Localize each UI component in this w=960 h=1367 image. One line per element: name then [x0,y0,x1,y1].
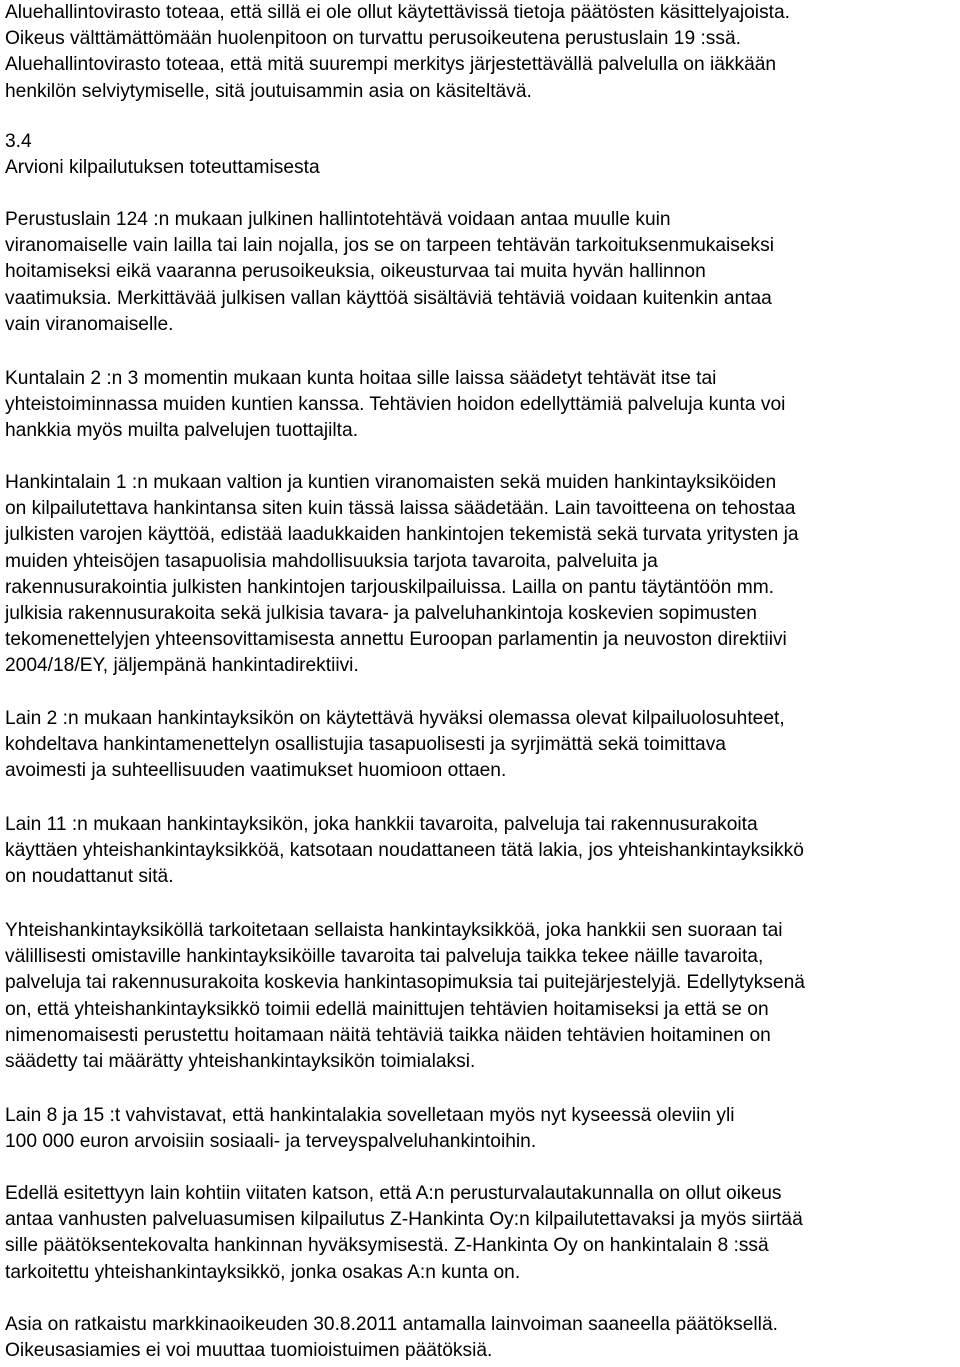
text-line: julkisten varojen käyttöä, edistää laadukkaiden hankintojen tekemistä sekä turvata yritysten ja [5,524,799,546]
text-line: palveluja tai rakennusurakoita koskevia hankintasopimuksia tai puitejärjestelyjä. Edellytyksenä [5,972,805,994]
text-line: Asia on ratkaistu markkinaoikeuden 30.8.2011 antamalla lainvoiman saaneella päätöksellä. [5,1314,778,1335]
text-line: tarkoitettu yhteishankintayksikkö, jonka osakas A:n kunta on. [5,1261,521,1283]
text-line: antaa vanhusten palveluasumisen kilpailutus Z-Hankinta Oy:n kilpailutettavaksi ja myös siirtää [5,1209,803,1231]
text-line: vain viranomaiselle. [5,313,174,335]
text-line: hankkia myös muilta palvelujen tuottajilta. [5,420,359,442]
text-line: Oikeusasiamies ei voi muuttaa tuomioistuimen päätöksiä. [5,1340,493,1362]
text-line: Kuntalain 2 :n 3 momentin mukaan kunta hoitaa sille laissa säädetyt tehtävät itse tai [5,368,717,389]
text-line: on noudattanut sitä. [5,866,174,888]
text-line: Yhteishankintayksiköllä tarkoitetaan sellaista hankintayksikköä, joka hankkii sen suoraan tai [5,920,783,941]
text-line: nimenomaisesti perustettu hoitamaan näitä tehtäviä taikka näiden tehtävien hoitaminen on [5,1024,771,1046]
paragraph-perustuslaki [5,207,774,338]
text-line: Aluehallintovirasto toteaa, että mitä suurempi merkitys järjestettävällä palvelulla on iäkkään [5,54,777,76]
text-line: Edellä esitettyyn lain kohtiin viitaten katson, että A:n perusturvalautakunnalla on ollut oikeus [5,1183,782,1204]
section-title-text: Arvioni kilpailutuksen toteuttamisesta [5,157,320,178]
paragraph-lain-2 [5,706,785,785]
section-number [5,129,32,155]
text-line: on, että yhteishankintayksikkö toimii edellä mainittujen tehtävien hoitamiseksi ja että se on [5,998,769,1020]
text-line: Lain 2 :n mukaan hankintayksikön on käytettävä hyväksi olemassa olevat kilpailuolosuhteet, [5,708,785,729]
text-line: hoitamiseksi eikä vaaranna perusoikeuksia, oikeusturvaa tai muita hyvän hallinnon [5,261,706,283]
paragraph-yhteishankinta [5,918,805,1075]
text-line: rakennusurakointia julkisten hankintojen tarjouskilpailuissa. Lailla on pantu täytäntöön mm. [5,576,775,598]
text-line: 2004/18/EY, jäljempänä hankintadirektiivi. [5,655,359,677]
paragraph-lain-11 [5,812,804,891]
text-line: henkilön selviytymiselle, sitä joutuisammin asia on käsiteltävä. [5,80,532,102]
text-line: tekomenettelyjen yhteensovittamisesta annettu Euroopan parlamentin ja neuvoston direktiivi [5,629,787,651]
paragraph-katson [5,1181,803,1286]
text-line: Lain 8 ja 15 :t vahvistavat, että hankintalakia sovelletaan myös nyt kyseessä oleviin yli [5,1105,735,1126]
text-line: Oikeus välttämättömään huolenpitoon on turvattu perusoikeutena perustuslain 19 :ssä. [5,28,741,50]
text-line: vaatimuksia. Merkittävää julkisen vallan käyttöä sisältäviä tehtäviä voidaan kuitenkin antaa [5,287,772,309]
text-line: yhteistoiminnassa muiden kuntien kanssa. Tehtävien hoidon edellyttämiä palveluja kunta voi [5,394,786,416]
section-title [5,155,320,181]
text-line: Aluehallintovirasto toteaa, että sillä ei ole ollut käytettävissä tietoja päätösten käsittelyajoista. [5,2,791,23]
paragraph-hankintalaki [5,470,799,680]
text-line: on kilpailutettava hankintansa siten kuin tässä laissa säädetään. Lain tavoitteena on tehostaa [5,498,796,520]
paragraph-lain-8-ja-15 [5,1103,735,1155]
paragraph-markkinaoikeus [5,1312,778,1364]
text-line: Hankintalain 1 :n mukaan valtion ja kuntien viranomaisten sekä muiden hankintayksiköiden [5,472,777,493]
text-line: käyttäen yhteishankintayksikköä, katsotaan noudattaneen tätä lakia, jos yhteishankintayksikkö [5,840,804,862]
text-line: avoimesti ja suhteellisuuden vaatimukset huomioon ottaen. [5,760,507,782]
text-line: Perustuslain 124 :n mukaan julkinen hallintotehtävä voidaan antaa muulle kuin [5,209,671,230]
section-number-text: 3.4 [5,131,32,152]
paragraph-kuntalaki [5,366,785,445]
text-line: Lain 11 :n mukaan hankintayksikön, joka hankkii tavaroita, palveluja tai rakennusurakoita [5,814,758,835]
text-line: 100 000 euron arvoisiin sosiaali- ja terveyspalveluhankintoihin. [5,1131,537,1153]
text-line: viranomaiselle vain lailla tai lain nojalla, jos se on tarpeen tehtävän tarkoituksenmukaiseksi [5,235,774,257]
text-line: välillisesti omistaville hankintayksiköille tavaroita tai palveluja taikka tekee näille tavaroita, [5,946,764,968]
text-line: julkisia rakennusurakoita sekä julkisia tavara- ja palveluhankintoja koskevien sopimusten [5,602,757,624]
text-line: sille päätöksentekovalta hankinnan hyväksymisestä. Z-Hankinta Oy on hankintalain 8 :ssä [5,1235,769,1257]
paragraph-intro [5,0,790,105]
text-line: kohdeltava hankintamenettelyn osallistujia tasapuolisesti ja syrjimättä sekä toimittava [5,734,726,756]
text-line: säädetty tai määrätty yhteishankintayksikön toimialaksi. [5,1050,476,1072]
text-line: muiden yhteisöjen tasapuolisia mahdollisuuksia tarjota tavaroita, palveluita ja [5,550,658,572]
